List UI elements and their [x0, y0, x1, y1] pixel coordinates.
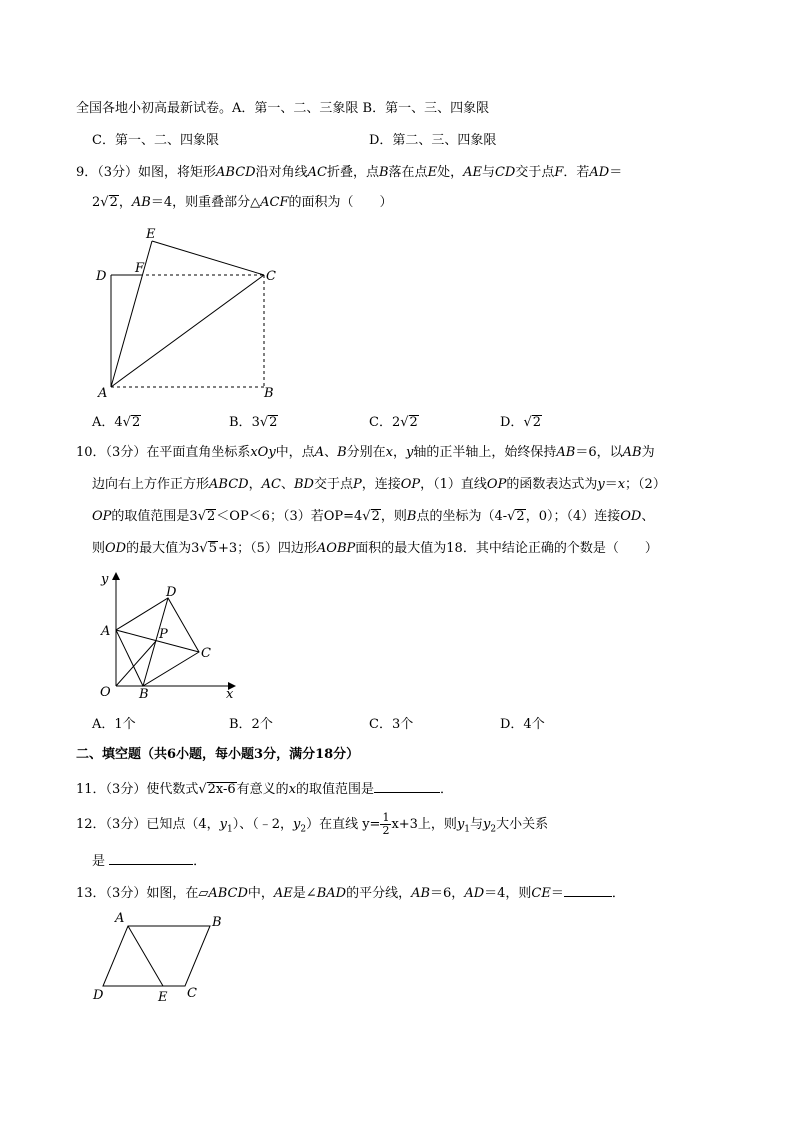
q10-label-P: P	[159, 627, 168, 642]
q12-stem-line2: 是 ．	[92, 850, 206, 871]
q10-stem-line2: 边向右上方作正方形ABCD，AC、BD交于点P，连接OP，（1）直线OP的函数表达式为y＝x；（2）	[92, 477, 666, 492]
q10-option-a: A．1个	[92, 717, 136, 732]
q13-label-E: E	[158, 990, 168, 1005]
q10-label-C: C	[201, 646, 211, 661]
q13-seg-AE	[128, 926, 163, 986]
q9-label-D: D	[96, 269, 107, 284]
q10-stem-line4: 则OD的最大值为3√5+3；（5）四边形AOBP面积的最大值为18．其中结论正确的个数是（ ）	[92, 541, 658, 556]
q13-stem: 13．（3分）如图，在▱ABCD中，AE是∠BAD的平分线，AB＝6，AD＝4，则CE＝ ．	[76, 882, 625, 903]
q9-label-A: A	[98, 386, 108, 401]
q10-label-y: y	[101, 572, 109, 587]
q10-stem-line3: OP的取值范围是3√2＜OP＜6；（3）若OP=4√2，则B点的坐标为（4-√2，0）；（4）连接OD、	[92, 509, 655, 524]
q9-label-C: C	[266, 269, 276, 284]
q10-label-x: x	[226, 687, 234, 702]
q10-option-b: B．2个	[229, 717, 273, 732]
q9-option-a: A．4√2	[92, 415, 141, 430]
q13-label-A: A	[115, 911, 125, 926]
q9-option-b: B．3√2	[229, 415, 278, 430]
q10-label-D: D	[166, 585, 177, 600]
q13-parallelogram-ABCD	[103, 926, 210, 986]
q11-stem: 11．（3分）使代数式√2x-6有意义的x的取值范围是 ．	[76, 778, 453, 799]
q9-option-d: D．√2	[500, 415, 542, 430]
section2-heading: 二、填空题（共6小题，每小题3分，满分18分）	[76, 747, 360, 762]
q10-label-O: O	[100, 685, 111, 700]
top-line: 全国各地小初高最新试卷。A．第一、二、三象限 B．第一、三、四象限	[76, 101, 490, 116]
q9-option-c: C．2√2	[369, 415, 418, 430]
q10-stem-line1: 10．（3分）在平面直角坐标系xOy中，点A、B分别在x，y轴的正半轴上，始终保持AB＝6，以AB为	[76, 445, 655, 460]
q9-stem-line1: 9．（3分）如图，将矩形ABCD沿对角线AC折叠，点B落在点E处，AE与CD交于点F．若AD＝	[76, 165, 623, 180]
q9-label-F: F	[135, 261, 145, 276]
q10-option-c: C．3个	[369, 717, 414, 732]
q13-label-B: B	[212, 915, 222, 930]
q13-label-C: C	[187, 986, 197, 1001]
q8-option-c: C．第一、二、四象限	[92, 133, 219, 148]
q10-label-B: B	[139, 687, 149, 702]
q9-label-E: E	[146, 227, 156, 242]
q9-label-B: B	[264, 386, 274, 401]
q10-option-d: D．4个	[500, 717, 545, 732]
q9-stem-line2: 2√2，AB＝4，则重叠部分△ACF的面积为（ ）	[92, 195, 393, 210]
q8-option-d: D．第二、三、四象限	[369, 133, 497, 148]
q12-stem-line1: 12．（3分）已知点（4，$y_1$）、（﹣2，$y_2$）在直线 y= $\frac{1}{2}$ x+3上，则$y_1$与$y_2$大小关系	[76, 811, 549, 837]
q10-label-A: A	[101, 624, 111, 639]
q13-label-D: D	[93, 988, 104, 1003]
